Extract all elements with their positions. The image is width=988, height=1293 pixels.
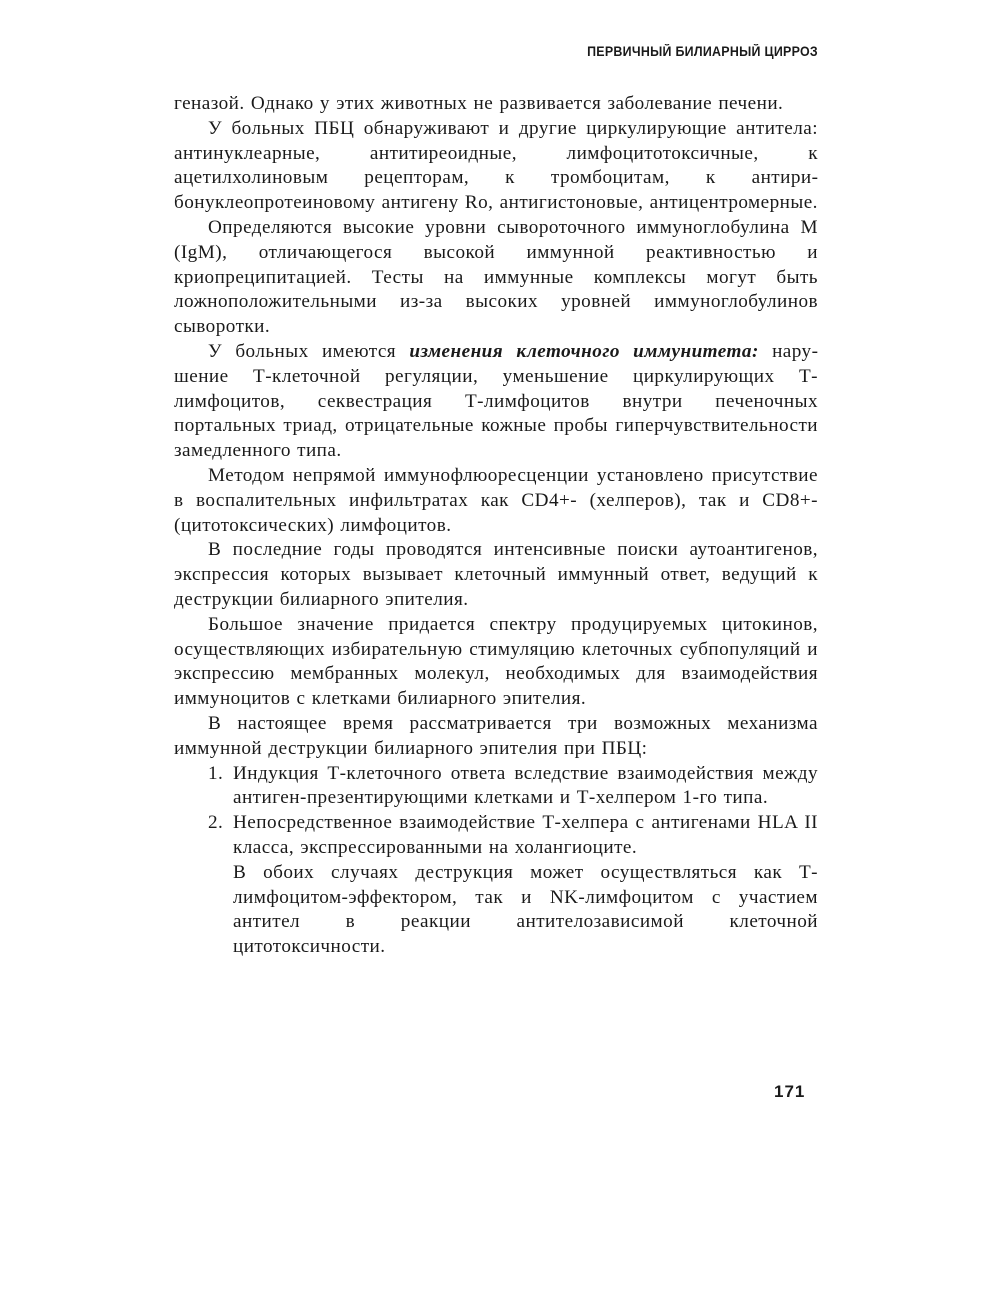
paragraph-mechanisms-intro: В настоящее время рассматривается три возможных механизма иммунной деструкции билиарного эпителия при ПБЦ: (174, 712, 818, 759)
body-text (174, 92, 818, 960)
running-head: ПЕРВИЧНЫЙ БИЛИАРНЫЙ ЦИРРОЗ (587, 44, 818, 59)
list-item-text: Непосредственное взаимодействие Т-хелпера с антигенами HLA II класса, экспрессированными на холангиоците. (233, 812, 818, 858)
paragraph-antibodies: У больных ПБЦ обнаруживают и другие циркулирующие антитела: антинуклеарные, антитиреоидные, лимфоцитотоксичные, к ацетилхолиновым рецепторам, к тромбоцитам, к антирибонуклеопротеиновому антигену Ro, антигистоновые, антицентромерные. (174, 117, 818, 214)
cellular-emphasis: изменения клеточного иммунитета: (409, 340, 759, 362)
cellular-details: нарушение Т-клеточной регуляции, уменьшение циркулирующих Т-лимфоцитов, секвестрация Т-лимфоцитов внутри печеночных портальных триад, отрицательные кожные пробы гиперчувствительности замедленного типа. (174, 340, 818, 462)
list-item (174, 811, 818, 960)
list-item-number: 1. (208, 762, 224, 784)
paragraph-autoantigens: В последние годы проводятся интенсивные поиски аутоантигенов, экспрессия которых вызывает клеточный иммунный ответ, ведущий к деструкции билиарного эпителия. (174, 539, 818, 610)
paragraph-cytokines: Большое значение придается спектру продуцируемых цитокинов, осуществляющих избирательную стимуляцию клеточных субпопуляций и экспрессию мембранных молекул, необходимых для взаимодействия иммуноцитов с клетками билиарного эпителия. (174, 613, 818, 710)
paragraph-immunofluorescence: Методом непрямой иммунофлюоресценции установлено присутствие в воспалительных инфильтратах как CD4+- (хелперов), так и CD8+- (цитотоксических) лимфоцитов. (174, 464, 818, 536)
cellular-intro: У больных имеются (208, 340, 410, 362)
page-number: 171 (774, 1082, 806, 1101)
mechanisms-list (174, 762, 818, 960)
paragraph-continuation: генaзой. Однако у этих животных не развивается заболевание печени. (174, 93, 784, 114)
list-item-closing: В обоих случаях деструкция может осуществляться как Т-лимфоцитом-эффектором, так и NK-лимфоцитом с участием антител в реакции антителозависимой клеточной цитотоксичности. (233, 861, 818, 958)
paragraph-igm: Определяются высокие уровни сывороточного иммуноглобулина М (IgM), отличающегося высокой иммунной реактивностью и криопреципитацией. Тесты на иммунные комплексы могут быть ложноположительными из-за высоких уровней иммуноглобулинов сыворотки. (174, 216, 818, 338)
list-item-number: 2. (208, 812, 224, 834)
list-item-text: Индукция Т-клеточного ответа вследствие взаимодействия между антиген-презентирующими клетками и Т-хелпером 1-го типа. (233, 762, 818, 809)
paragraph-cellular-immunity (174, 340, 818, 464)
list-item (174, 762, 818, 812)
